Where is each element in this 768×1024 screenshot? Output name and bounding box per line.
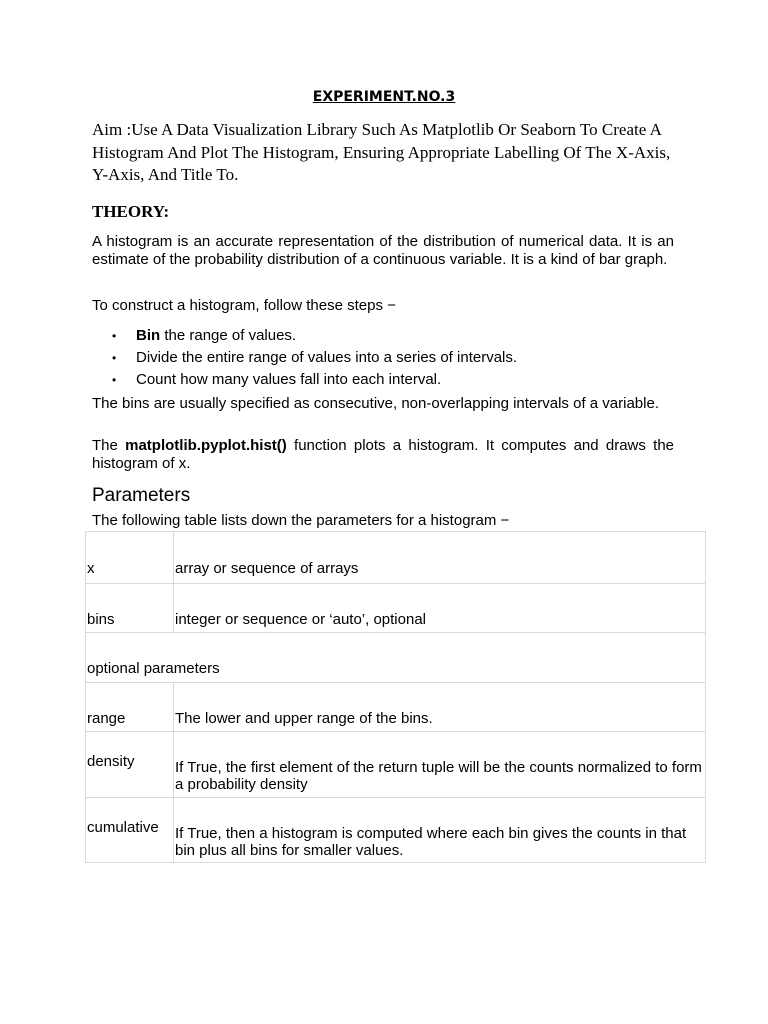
parameters-table bbox=[85, 531, 706, 863]
param-desc: If True, the first element of the return tuple will be the counts normalized to form a probability density bbox=[174, 732, 706, 798]
function-paragraph bbox=[92, 437, 674, 472]
list-item bbox=[92, 327, 674, 349]
param-name: range bbox=[86, 683, 174, 732]
table-row bbox=[86, 532, 706, 584]
steps-intro: To construct a histogram, follow these steps − bbox=[92, 297, 396, 314]
param-name: x bbox=[86, 532, 174, 584]
param-desc: The lower and upper range of the bins. bbox=[174, 683, 706, 732]
param-desc: integer or sequence or ‘auto’, optional bbox=[174, 584, 706, 633]
aim-paragraph: Aim :Use A Data Visualization Library Such As Matplotlib Or Seaborn To Create A Histogram And Plot The Histogram, Ensuring Appropriate Labelling Of The X-Axis, Y-Axis, And Title To. bbox=[92, 120, 671, 184]
param-desc: If True, then a histogram is computed where each bin gives the counts in that bin plus all bins for smaller values. bbox=[174, 798, 706, 863]
step-text: Divide the entire range of values into a series of intervals. bbox=[136, 349, 518, 366]
step-text: the range of values. bbox=[160, 327, 297, 344]
bullet-icon: • bbox=[112, 329, 117, 343]
param-name: bins bbox=[86, 584, 174, 633]
param-desc: array or sequence of arrays bbox=[174, 532, 706, 584]
steps-list bbox=[92, 327, 674, 393]
step-text: Count how many values fall into each interval. bbox=[136, 371, 442, 388]
list-item bbox=[92, 349, 674, 371]
bullet-icon: • bbox=[112, 351, 117, 365]
table-row bbox=[86, 584, 706, 633]
section-cell: optional parameters bbox=[86, 633, 706, 683]
table-row bbox=[86, 798, 706, 863]
document-title: EXPERIMENT.NO.3 bbox=[312, 89, 456, 105]
bins-paragraph: The bins are usually specified as consecutive, non-overlapping intervals of a variable. bbox=[92, 395, 659, 412]
parameters-heading: Parameters bbox=[92, 485, 191, 506]
param-name: density bbox=[86, 732, 174, 798]
function-text-before: The bbox=[92, 437, 126, 454]
param-name: cumulative bbox=[86, 798, 174, 863]
list-item bbox=[92, 371, 674, 393]
table-intro: The following table lists down the parameters for a histogram − bbox=[92, 512, 510, 529]
table-row bbox=[86, 683, 706, 732]
function-name: matplotlib.pyplot.hist() bbox=[125, 437, 287, 454]
theory-heading: THEORY: bbox=[92, 202, 170, 221]
theory-paragraph: A histogram is an accurate representation of the distribution of numerical data. It is an estimate of the probability distribution of a continuous variable. It is a kind of bar graph. bbox=[92, 233, 674, 268]
function-text-after: function plots a histogram. It computes and draws the histogram of x. bbox=[92, 437, 675, 472]
step-bold: Bin bbox=[136, 327, 161, 344]
table-row bbox=[86, 633, 706, 683]
bullet-icon: • bbox=[112, 373, 117, 387]
table-row bbox=[86, 732, 706, 798]
